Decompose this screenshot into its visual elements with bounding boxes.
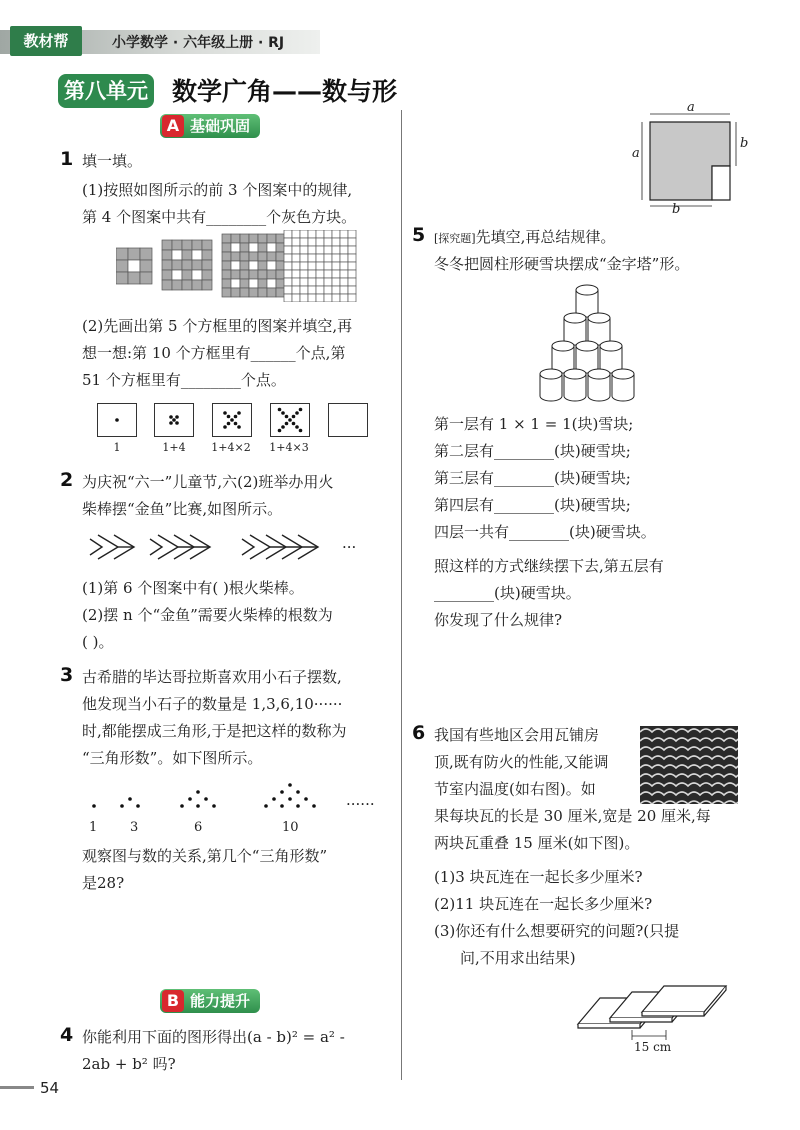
tri-label-1: 1 <box>89 820 98 835</box>
q3-line2: 他发现当小石子的数量是 1,3,6,10······ <box>82 695 343 713</box>
q6-line4: 果每块瓦的长是 30 厘米,宽是 20 厘米,每 <box>434 807 711 825</box>
q6-number: 6 <box>412 722 426 744</box>
triangle-number-dots <box>86 780 346 816</box>
section-a-label: 基础巩固 <box>190 117 251 135</box>
q1-p2-line3: 51 个方框里有________个点。 <box>82 371 286 389</box>
q2-line3: (1)第 6 个图案中有( )根火柴棒。 <box>82 579 304 597</box>
tri-label-3: 6 <box>194 820 203 835</box>
square-figure <box>630 104 745 214</box>
tri-label-2: 3 <box>130 820 139 835</box>
q1-title: 填一填。 <box>82 152 143 170</box>
dot-label-3: 1+4×2 <box>211 441 251 454</box>
dot-label-2: 1+4 <box>162 441 186 454</box>
q5-row8: 你发现了什么规律? <box>434 611 563 629</box>
q4-line2: 2ab + b² 吗? <box>82 1055 176 1073</box>
q5-row3: 第三层有________(块)硬雪块; <box>434 469 631 487</box>
tri-ellipsis: ······ <box>346 795 375 813</box>
square-label-a-top: a <box>687 100 695 115</box>
grid-pattern-4 <box>284 230 356 302</box>
q4-number: 4 <box>60 1024 74 1046</box>
q6-line9: 问,不用求出结果) <box>460 949 576 967</box>
q2-line4: (2)摆 n 个“金鱼”需要火柴棒的根数为 <box>82 606 333 624</box>
square-label-b-bottom: b <box>672 202 681 217</box>
grid-pattern-1 <box>116 248 152 284</box>
q3-line4: “三角形数”。如下图所示。 <box>82 749 263 767</box>
dot-label-1: 1 <box>113 441 121 454</box>
q5-line1: [探究题]先填空,再总结规律。 <box>434 228 616 246</box>
page-number-rule <box>0 1086 34 1089</box>
unit-title: 数学广角——数与形 <box>172 77 398 106</box>
q5-row6: 照这样的方式继续摆下去,第五层有 <box>434 557 664 575</box>
tiles-overlap-figure <box>570 978 750 1048</box>
square-label-b-right: b <box>740 136 749 151</box>
q6-line3: 节室内温度(如右图)。如 <box>434 780 596 798</box>
section-b-label: 能力提升 <box>190 992 251 1010</box>
q3-number: 3 <box>60 664 74 686</box>
snow-pyramid-figure <box>512 282 662 407</box>
grid-pattern-2 <box>162 240 212 290</box>
q1-p2-line1: (2)先画出第 5 个方框里的图案并填空,再 <box>82 317 353 335</box>
tri-label-4: 10 <box>282 820 299 835</box>
section-b-letter: B <box>162 990 184 1012</box>
section-a-badge <box>160 114 260 138</box>
q5-row4: 第四层有________(块)硬雪块; <box>434 496 631 514</box>
dot-box-2 <box>154 403 194 437</box>
q1-p1-line1: (1)按照如图所示的前 3 个图案中的规律, <box>82 181 353 199</box>
q1-p1-line2: 第 4 个图案中共有________个灰色方块。 <box>82 208 357 226</box>
section-b-badge <box>160 989 260 1013</box>
q6-line2: 顶,既有防火的性能,又能调 <box>434 753 609 771</box>
q2-ellipsis: ··· <box>342 538 357 556</box>
dot-box-5-empty[interactable] <box>328 403 368 437</box>
header-tag: 教材帮 <box>10 26 82 56</box>
q5-row2: 第二层有________(块)硬雪块; <box>434 442 631 460</box>
q3-line1: 古希腊的毕达哥拉斯喜欢用小石子摆数, <box>82 668 342 686</box>
q1-number: 1 <box>60 148 74 170</box>
unit-badge: 第八单元 <box>58 74 154 108</box>
column-divider <box>401 110 402 1080</box>
q6-line7: (2)11 块瓦连在一起长多少厘米? <box>434 895 653 913</box>
q3-line6: 是28? <box>82 874 125 892</box>
q6-line8: (3)你还有什么想要研究的问题?(只提 <box>434 922 680 940</box>
q3-line5: 观察图与数的关系,第几个“三角形数” <box>82 847 328 865</box>
dot-box-3 <box>212 403 252 437</box>
q5-row7: ________(块)硬雪块。 <box>434 584 581 602</box>
q5-number: 5 <box>412 224 426 246</box>
dot-box-1 <box>97 403 137 437</box>
goldfish-matchstick-figures <box>88 525 368 565</box>
section-a-letter: A <box>162 115 184 137</box>
q5-tag: [探究题] <box>434 232 476 245</box>
q3-line3: 时,都能摆成三角形,于是把这样的数称为 <box>82 722 347 740</box>
header-subject: 小学数学 · 六年级上册 · RJ <box>112 35 285 51</box>
q6-line5: 两块瓦重叠 15 厘米(如下图)。 <box>434 834 640 852</box>
q4-line1: 你能利用下面的图形得出(a - b)² = a² - <box>82 1028 345 1046</box>
q2-line1: 为庆祝“六一”儿童节,六(2)班举办用火 <box>82 473 334 491</box>
dot-label-4: 1+4×3 <box>269 441 309 454</box>
q5-row1: 第一层有 1 × 1 = 1(块)雪块; <box>434 415 634 433</box>
tile-overlap-label: 15 cm <box>634 1040 672 1054</box>
q2-line2: 柴棒摆“金鱼”比赛,如图所示。 <box>82 500 283 518</box>
q2-line5: ( )。 <box>82 633 114 651</box>
square-label-a-left: a <box>632 146 640 161</box>
q5-row5: 四层一共有________(块)硬雪块。 <box>434 523 656 541</box>
q1-p2-line2: 想一想:第 10 个方框里有______个点,第 <box>82 344 346 362</box>
grid-pattern-3 <box>222 234 285 297</box>
q5-line2: 冬冬把圆柱形硬雪块摆成“金字塔”形。 <box>434 255 690 273</box>
page-number: 54 <box>40 1079 60 1097</box>
q6-line1: 我国有些地区会用瓦铺房 <box>434 726 600 744</box>
q6-line6: (1)3 块瓦连在一起长多少厘米? <box>434 868 643 886</box>
roof-tiles-photo <box>640 726 738 804</box>
q1-grid-patterns <box>116 230 396 302</box>
q2-number: 2 <box>60 469 74 491</box>
dot-box-4 <box>270 403 310 437</box>
